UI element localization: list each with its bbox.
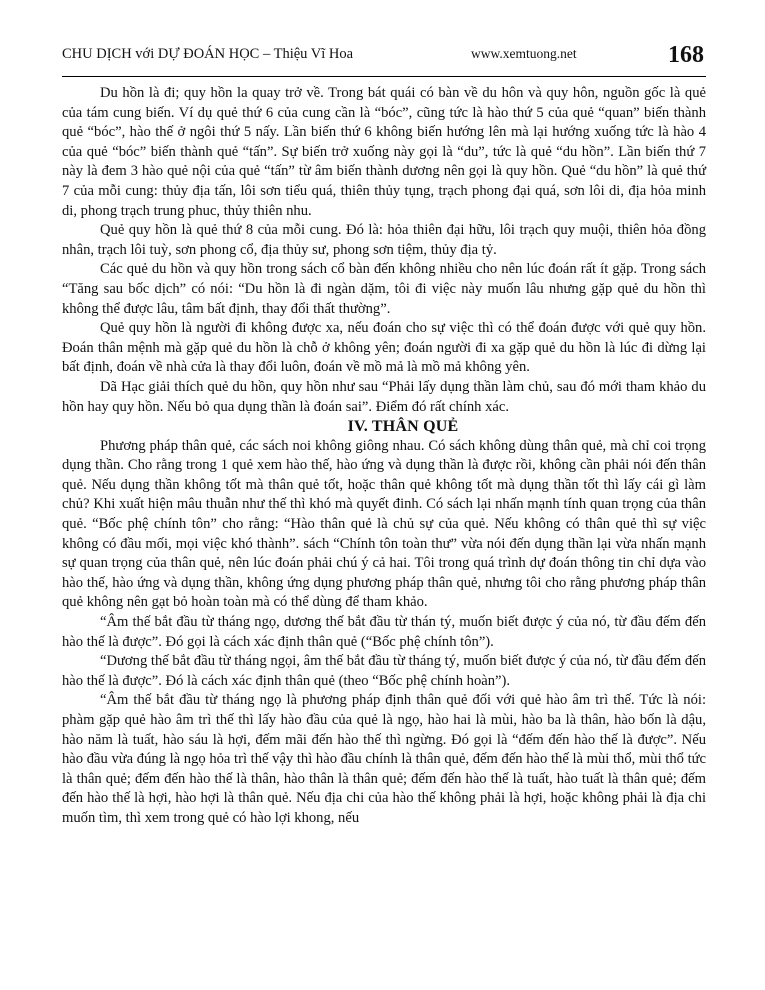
paragraph: Du hồn là đi; quy hồn la quay trở về. Trong bát quái có bàn về du hôn và quy hôn, nguồn gốc là quẻ của tám cung biến. Ví dụ quẻ thứ 6 của cung cần là “bóc”, cũng tức là hào thứ 5 của quẻ “quan” biến thành quẻ “bóc”, hào thế ở ngôi thứ 5 nấy. Lần biến thứ 6 không biến hướng lên mà lại hướng xuống tức là hào 4 của quẻ “bóc” biến thành quẻ “tấn”. Sự biến trở xuống này gọi là “du”, tức là quẻ “du hồn”. Lần biến thứ 7 này là đem 3 hào quẻ nội của quẻ “tấn” từ âm biến thành dương nên gọi là quy hồn. Quẻ “du hồn” là quẻ thứ 7 của mỗi cung: thủy địa tấn, lôi sơn tiểu quá, thiên thủy tụng, trạch phong đại quá, sơn lôi di, địa hỏa minh di, phong trạch trung phuc, thủy thiên nhu. xyxy=(62,85,706,219)
running-title: CHU DỊCH với DỰ ĐOÁN HỌC – Thiệu Vĩ Hoa xyxy=(62,46,354,62)
paragraph: “Âm thế bắt đầu từ tháng ngọ, dương thế bắt đầu từ thán tý, muốn biết được ý của nó, từ đầu đếm đến hào thế là được”. Đó gọi là cách xác định thân quẻ (“Bốc phệ chính tôn”). xyxy=(62,614,706,650)
section-heading: IV. THÂN QUẺ xyxy=(347,418,459,436)
page-number: 168 xyxy=(668,42,704,68)
website-url[interactable]: www.xemtuong.net xyxy=(471,46,577,61)
paragraph: Dã Hạc giải thích quẻ du hồn, quy hồn như sau “Phải lấy dụng thần làm chủ, sau đó mới tham khảo du hồn hay quy hồn. Nếu bỏ qua dụng thần là đoán sai”. Điểm đó rất chính xác. xyxy=(62,378,706,415)
paragraph: Quẻ quy hồn là người đi không được xa, nếu đoán cho sự việc thì có thể đoán được với quẻ quy hồn. Đoán thân mệnh mà gặp quẻ du hồn là chỗ ở không yên; đoán người đi xa gặp quẻ du hồn là lúc đi dừng lại bất định, đoán về nhà cửa là thay đổi luôn, đoán về mồ mả là mồ mả không yên. xyxy=(62,320,706,376)
paragraph: Các quẻ du hồn và quy hồn trong sách cổ bàn đến không nhiều cho nên lúc đoán rất ít gặp. Trong sách “Tăng sau bốc dịch” có nói: “Du hồn là đi ngàn dặm, tôi đi việc này muốn lâu nhưng gặp quẻ du hồn thì không thể được lâu, tâm bất định, thay đổi thất thường”. xyxy=(62,261,706,317)
paragraph: Quẻ quy hồn là quẻ thứ 8 của mỗi cung. Đó là: hỏa thiên đại hữu, lôi trạch quy muội, thiên hỏa đồng nhân, trạch lôi tuỳ, sơn phong cổ, địa thủy sư, phong sơn tiệm, thủy địa tỷ. xyxy=(62,222,706,258)
header-rule xyxy=(62,76,706,77)
page-body xyxy=(62,84,706,829)
page-header xyxy=(62,44,706,82)
paragraph: “Âm thế bắt đầu từ tháng ngọ là phương pháp định thân quẻ đối với quẻ hào âm trì thế. Tức là nói: phàm gặp quẻ hào âm trì thế thì lấy hào đầu của quẻ là ngọ, hào hai là mùi, hào ba là thân, hào bốn là dậu, hào năm là tuất, hào sáu là hợi, đếm mãi đến hào thế thì ngừng. Đó gọi là “đếm đến hào thế là được”. Nếu hào đầu vừa đúng là ngọ hỏa trì thế vậy thì hào đầu chính là thân quẻ, đếm đến hào thế là mùi thổ, mùi thổ tức là thân quẻ; đếm đến hào thế là thân, hào thân là thân quẻ; đếm đến hào thế là tuất, hào tuất là thân quẻ; đếm đến hào thế là hợi, hào hợi là thân quẻ. Nếu địa chi của hào thế không phải là hợi, hoặc không phải là địa chi muốn tìm, thì xem trong quẻ có hào lợi khong, nếu xyxy=(62,692,707,826)
paragraph: “Dương thế bắt đầu từ tháng ngọi, âm thế bắt đầu từ tháng tý, muốn biết được ý của nó, từ đầu đếm đến hào thế là được”. Đó là cách xác định thân quẻ (theo “Bốc phệ chính hoàn”). xyxy=(62,653,706,689)
paragraph: Phương pháp thân quẻ, các sách noi không giông nhau. Có sách không dùng thân quẻ, mà chỉ coi trọng dụng thần. Cho rằng trong 1 quẻ xem hào thế, hào ứng và dụng thần là được rồi, không cần phải nói đến thân quẻ. Nếu dụng thần không tốt mà thân quẻ tốt, hoặc thân quẻ không tốt mà dụng thần tốt thì lấy cái gì làm chủ? Khi xuất hiện mâu thuẫn như thế thì khó mà quyết đinh. Có sách lại nhấn mạnh tính quan trọng của thân quẻ. “Bốc phệ chính tôn” cho rằng: “Hào thân quẻ là chủ sự của quẻ. Nếu không có thân quẻ thì sự việc không có đầu mối, mọi việc khó thành”. sách “Chính tôn toàn thư” vừa nói đến dụng thần lại vừa nhấn mạnh sự quan trọng của thân quẻ, nên lúc đoán phải chú ý cả hai. Tôi trong quá trình dự đoán thông tin chỉ dựa vào hào thế, hào ứng và dụng thần, không ứng dụng phương pháp thân quẻ, nhưng tôi cho rằng phương pháp thân quẻ không nên gạt bỏ hoàn toàn mà có thể dùng để tham khảo. xyxy=(62,437,706,611)
